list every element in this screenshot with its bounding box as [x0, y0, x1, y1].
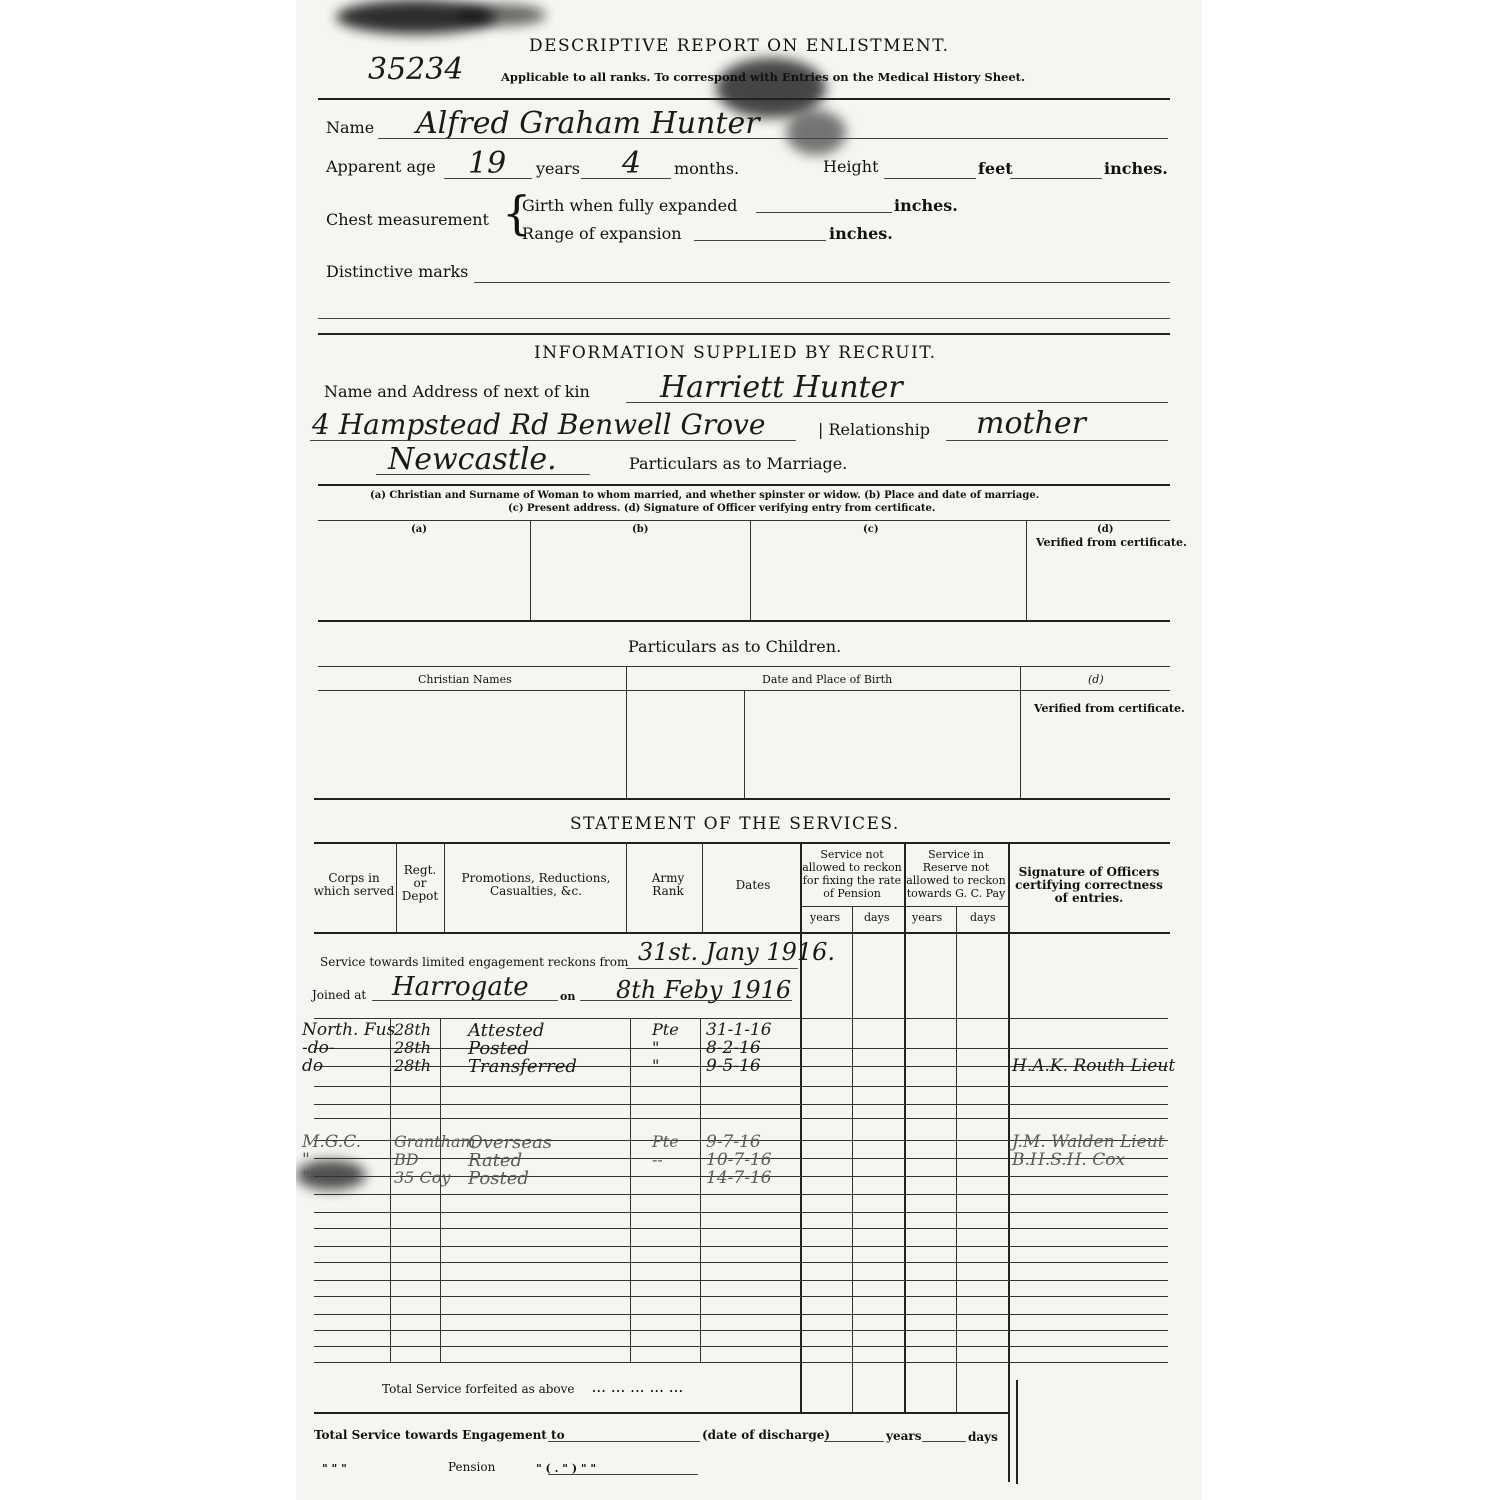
row-rank: --	[652, 1150, 663, 1169]
children-col-names: Christian Names	[418, 673, 512, 686]
row-regt: Grantham	[394, 1132, 476, 1151]
col-divider	[626, 842, 627, 932]
row-date: 9-7-16	[706, 1132, 761, 1152]
row-corps: do	[302, 1056, 324, 1076]
pension-row: " ( . " ) " "	[536, 1462, 597, 1475]
row-event: Attested	[468, 1020, 545, 1041]
row-regt: 28th	[394, 1020, 432, 1039]
col-divider	[440, 1018, 441, 1362]
total-days-label: days	[968, 1430, 998, 1444]
col-divider	[956, 906, 957, 1412]
age-years-line	[444, 178, 532, 179]
total-days-line	[922, 1441, 966, 1442]
row-regt: 28th	[394, 1038, 432, 1057]
limited-line	[626, 968, 798, 969]
hdr-years-2: years	[912, 911, 943, 924]
marriage-col-b: (b)	[632, 524, 649, 535]
girth-inches: inches.	[894, 196, 958, 215]
grid-rule	[314, 1086, 1168, 1087]
months-label: months.	[674, 159, 740, 178]
row-date: 9-5-16	[706, 1056, 761, 1076]
row-signature: H.A.K. Routh Lieut	[1012, 1056, 1176, 1076]
grid-rule	[314, 1314, 1168, 1315]
grid-rule	[314, 1018, 1168, 1019]
marriage-note-1: (a) Christian and Surname of Woman to whom married, and whether spinster or widow. (b) Place and date of marriage.	[370, 490, 1040, 501]
hdr-reserve: Service in Reserve not allowed to reckon towards G. C. Pay	[906, 848, 1006, 900]
col-divider	[904, 842, 906, 1412]
col-divider	[744, 690, 745, 798]
rule	[318, 520, 1170, 521]
kin-name: Harriett Hunter	[660, 370, 903, 405]
rule	[314, 1412, 1008, 1414]
marriage-col-c: (c)	[863, 524, 879, 535]
grid-rule	[314, 1212, 1168, 1213]
discharge-label: (date of discharge)	[702, 1428, 831, 1442]
name-value: Alfred Graham Hunter	[416, 106, 760, 141]
pension-line	[548, 1474, 698, 1475]
rule	[318, 98, 1170, 100]
row-rank: "	[652, 1038, 660, 1057]
row-corps: "	[302, 1168, 310, 1188]
marriage-col-d: (d)	[1097, 524, 1114, 535]
range-label: Range of expansion	[522, 224, 682, 243]
row-date: 8-2-16	[706, 1038, 761, 1058]
grid-rule	[314, 1246, 1168, 1247]
joined-label: Joined at	[312, 988, 367, 1002]
kin-address-1: 4 Hampstead Rd Benwell Grove	[312, 408, 766, 441]
col-divider	[390, 1018, 391, 1362]
grid-rule	[314, 1118, 1168, 1119]
total-label: Total Service towards Engagement to	[314, 1428, 565, 1442]
row-signature: J.M. Walden Lieut	[1012, 1132, 1165, 1152]
height-feet-line	[884, 178, 976, 179]
col-divider	[1026, 520, 1027, 620]
col-divider	[702, 842, 703, 932]
grid-rule	[314, 1280, 1168, 1281]
forfeited-dots: ... ... ... ... ...	[592, 1382, 684, 1395]
relationship-line	[946, 440, 1168, 441]
col-divider	[1020, 666, 1021, 798]
col-divider	[1016, 1380, 1018, 1484]
col-divider	[444, 842, 445, 932]
row-event: Rated	[468, 1150, 523, 1171]
col-divider	[1008, 842, 1010, 1482]
girth-label: Girth when fully expanded	[522, 196, 738, 215]
hdr-not-allowed: Service not allowed to reckon for fixing the rate of Pension	[802, 848, 902, 900]
limited-label: Service towards limited engagement reckons from	[320, 955, 629, 969]
col-divider	[800, 842, 802, 1412]
marks-line	[474, 282, 1170, 283]
row-signature: B.H.S.H. Cox	[1012, 1150, 1126, 1170]
rule	[318, 333, 1170, 335]
relationship-value: mother	[976, 406, 1086, 441]
col-divider	[530, 520, 531, 620]
col-divider	[700, 1018, 701, 1362]
services-title: STATEMENT OF THE SERVICES.	[570, 814, 900, 834]
feet-label: feet	[978, 159, 1013, 178]
total-line	[548, 1441, 700, 1442]
col-divider	[626, 666, 627, 798]
children-verified: Verified from certificate.	[1034, 702, 1185, 715]
marriage-verified: Verified from certificate.	[1036, 536, 1187, 549]
col-divider	[630, 1018, 631, 1362]
range-line	[694, 240, 826, 241]
grid-rule	[314, 1296, 1168, 1297]
total-years-label: years	[886, 1429, 922, 1443]
row-regt: BD	[394, 1150, 419, 1169]
hdr-days-1: days	[864, 911, 890, 924]
row-event: Transferred	[468, 1056, 577, 1077]
joined-place-line	[372, 1000, 558, 1001]
marks-label: Distinctive marks	[326, 262, 469, 281]
name-label: Name	[326, 118, 375, 137]
form-title: DESCRIPTIVE REPORT ON ENLISTMENT.	[529, 36, 950, 56]
relationship-label: | Relationship	[818, 420, 931, 439]
limited-value: 31st. Jany 1916.	[638, 938, 836, 966]
joined-place: Harrogate	[392, 972, 529, 1002]
row-rank: Pte	[652, 1020, 679, 1039]
marriage-col-a: (a)	[411, 524, 427, 535]
ink-smudge	[456, 4, 546, 26]
rule	[314, 798, 1170, 800]
col-divider	[396, 842, 397, 932]
inches-label: inches.	[1104, 159, 1168, 178]
recruit-title: INFORMATION SUPPLIED BY RECRUIT.	[534, 343, 937, 363]
row-event: Overseas	[468, 1132, 553, 1153]
row-event: Posted	[468, 1168, 529, 1189]
row-corps: -do-	[302, 1038, 335, 1058]
hdr-regt: Regt. or Depot	[401, 863, 439, 903]
row-corps: North. Fus	[302, 1020, 396, 1040]
rule	[314, 932, 1170, 934]
row-date: 14-7-16	[706, 1168, 772, 1188]
row-corps: "	[302, 1150, 310, 1170]
col-divider	[852, 906, 853, 1412]
children-col-date: Date and Place of Birth	[762, 673, 893, 686]
row-event: Posted	[468, 1038, 529, 1059]
kin-address-2: Newcastle.	[388, 442, 557, 477]
grid-rule	[314, 1104, 1168, 1105]
address-line-2	[376, 474, 590, 475]
rule	[318, 484, 1170, 486]
range-inches: inches.	[829, 224, 893, 243]
name-line	[378, 138, 1168, 139]
forfeited-label: Total Service forfeited as above	[382, 1382, 575, 1396]
chest-label: Chest measurement	[326, 210, 489, 229]
joined-date-line	[580, 1000, 792, 1001]
joined-date: 8th Feby 1916	[616, 976, 792, 1004]
form-subtitle: Applicable to all ranks. To correspond with Entries on the Medical History Sheet.	[501, 70, 1026, 84]
grid-rule	[314, 1194, 1168, 1195]
age-years: 19	[468, 146, 507, 181]
address-line-1	[310, 440, 796, 441]
hdr-promotions: Promotions, Reductions, Casualties, &c.	[461, 871, 611, 898]
rule	[318, 666, 1170, 667]
row-corps: M.G.C.	[302, 1132, 361, 1152]
pension-label: Pension	[448, 1460, 496, 1474]
enlistment-form	[296, 0, 1202, 1500]
hdr-rank: Army Rank	[651, 871, 685, 898]
hdr-days-2: days	[970, 911, 996, 924]
hdr-corps: Corps in which served	[313, 871, 395, 898]
pension-quotes: " " "	[322, 1462, 347, 1475]
serial-number: 35234	[368, 52, 464, 87]
grid-rule	[314, 1262, 1168, 1263]
row-rank: "	[652, 1056, 660, 1075]
kin-line	[626, 402, 1168, 403]
hdr-signature: Signature of Officers certifying correctness of entries.	[1015, 865, 1163, 905]
years-label: years	[536, 159, 580, 178]
kin-label: Name and Address of next of kin	[324, 382, 590, 401]
girth-line	[756, 212, 892, 213]
joined-on-label: on	[560, 990, 576, 1003]
age-months: 4	[622, 146, 642, 181]
total-years-line	[824, 1441, 884, 1442]
marriage-note-2: (c) Present address. (d) Signature of Officer verifying entry from certificate.	[508, 503, 936, 514]
ink-smudge	[786, 110, 846, 155]
height-inches-line	[1010, 178, 1102, 179]
hdr-dates: Dates	[735, 878, 771, 892]
row-regt: 35 Coy	[394, 1168, 451, 1187]
hdr-years-1: years	[810, 911, 841, 924]
grid-rule	[314, 1228, 1168, 1229]
age-label: Apparent age	[326, 157, 436, 176]
grid-rule	[314, 1362, 1168, 1363]
row-date: 31-1-16	[706, 1020, 772, 1040]
marriage-label: Particulars as to Marriage.	[629, 454, 848, 473]
brace-icon: {	[502, 186, 532, 240]
marks-line-2	[318, 318, 1170, 319]
grid-rule	[314, 1330, 1168, 1331]
height-label: Height	[823, 157, 879, 176]
row-date: 10-7-16	[706, 1150, 772, 1170]
row-regt: 28th	[394, 1056, 432, 1075]
children-col-d: (d)	[1088, 673, 1104, 686]
grid-rule	[314, 1346, 1168, 1347]
col-divider	[750, 520, 751, 620]
row-rank: Pte	[652, 1132, 679, 1151]
rule	[314, 842, 1170, 844]
children-title: Particulars as to Children.	[628, 637, 842, 656]
rule	[318, 620, 1170, 622]
age-months-line	[581, 178, 671, 179]
